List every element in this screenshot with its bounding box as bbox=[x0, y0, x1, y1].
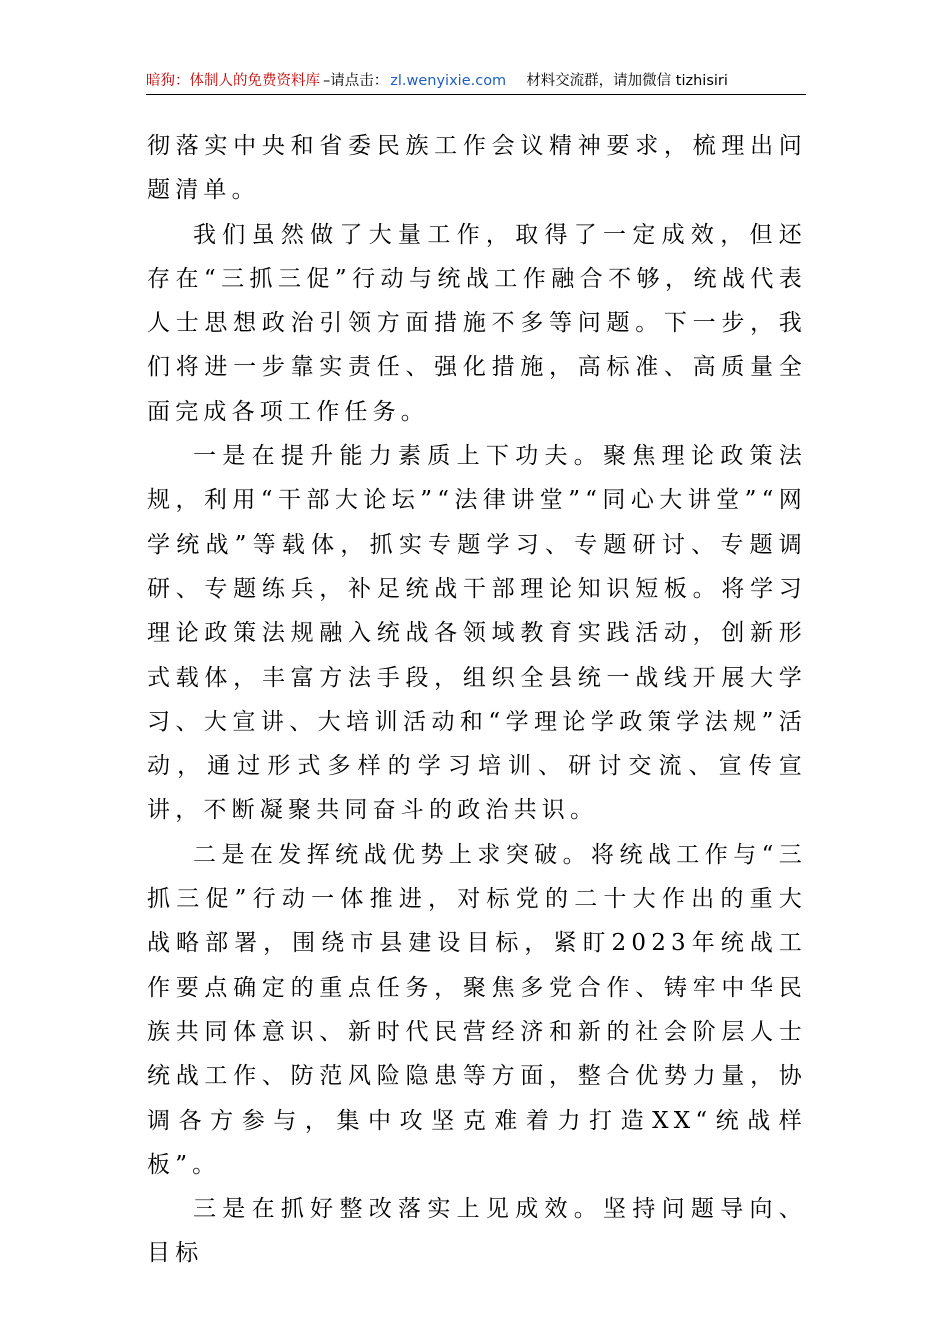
header-group-info: 材料交流群，请加微信 tizhisiri bbox=[526, 73, 728, 89]
header-brand: 暗狗：体制人的免费资料库 bbox=[146, 73, 320, 89]
paragraph-point-two: 二是在发挥统战优势上求突破。将统战工作与“三抓三促”行动一体推进，对标党的二十大作出的重大战略部署，围绕市县建设目标，紧盯2023年统战工作要点确定的重点任务，聚焦多党合作、铸牢中华民族共同体意识、新时代民营经济和新的社会阶层人士统战工作、防范风险隐患等方面，整合优势力量，协调各方参与，集中攻坚克难着力打造XX“统战样板”。 bbox=[147, 841, 807, 1178]
header-link[interactable]: zl.wenyixie.com bbox=[390, 73, 507, 89]
header-prompt: –请点击： bbox=[323, 73, 389, 89]
page-header bbox=[146, 68, 806, 95]
paragraph-summary: 我们虽然做了大量工作，取得了一定成效，但还存在“三抓三促”行动与统战工作融合不够，统战代表人士思想政治引领方面措施不多等问题。下一步，我们将进一步靠实责任、强化措施，高标准、高质量全面完成各项工作任务。 bbox=[147, 221, 807, 425]
document-body bbox=[147, 124, 807, 1276]
paragraph-point-three: 三是在抓好整改落实上见成效。坚持问题导向、目标 bbox=[147, 1196, 807, 1267]
paragraph-point-one: 一是在提升能力素质上下功夫。聚焦理论政策法规，利用“干部大论坛”“法律讲堂”“同心大讲堂”“网学统战”等载体，抓实专题学习、专题研讨、专题调研、专题练兵，补足统战干部理论知识短板。将学习理论政策法规融入统战各领域教育实践活动，创新形式载体，丰富方法手段，组织全县统一战线开展大学习、大宣讲、大培训活动和“学理论学政策学法规”活动，通过形式多样的学习培训、研讨交流、宣传宣讲，不断凝聚共同奋斗的政治共识。 bbox=[147, 443, 807, 824]
paragraph-continued: 彻落实中央和省委民族工作会议精神要求，梳理出问题清单。 bbox=[147, 133, 807, 204]
